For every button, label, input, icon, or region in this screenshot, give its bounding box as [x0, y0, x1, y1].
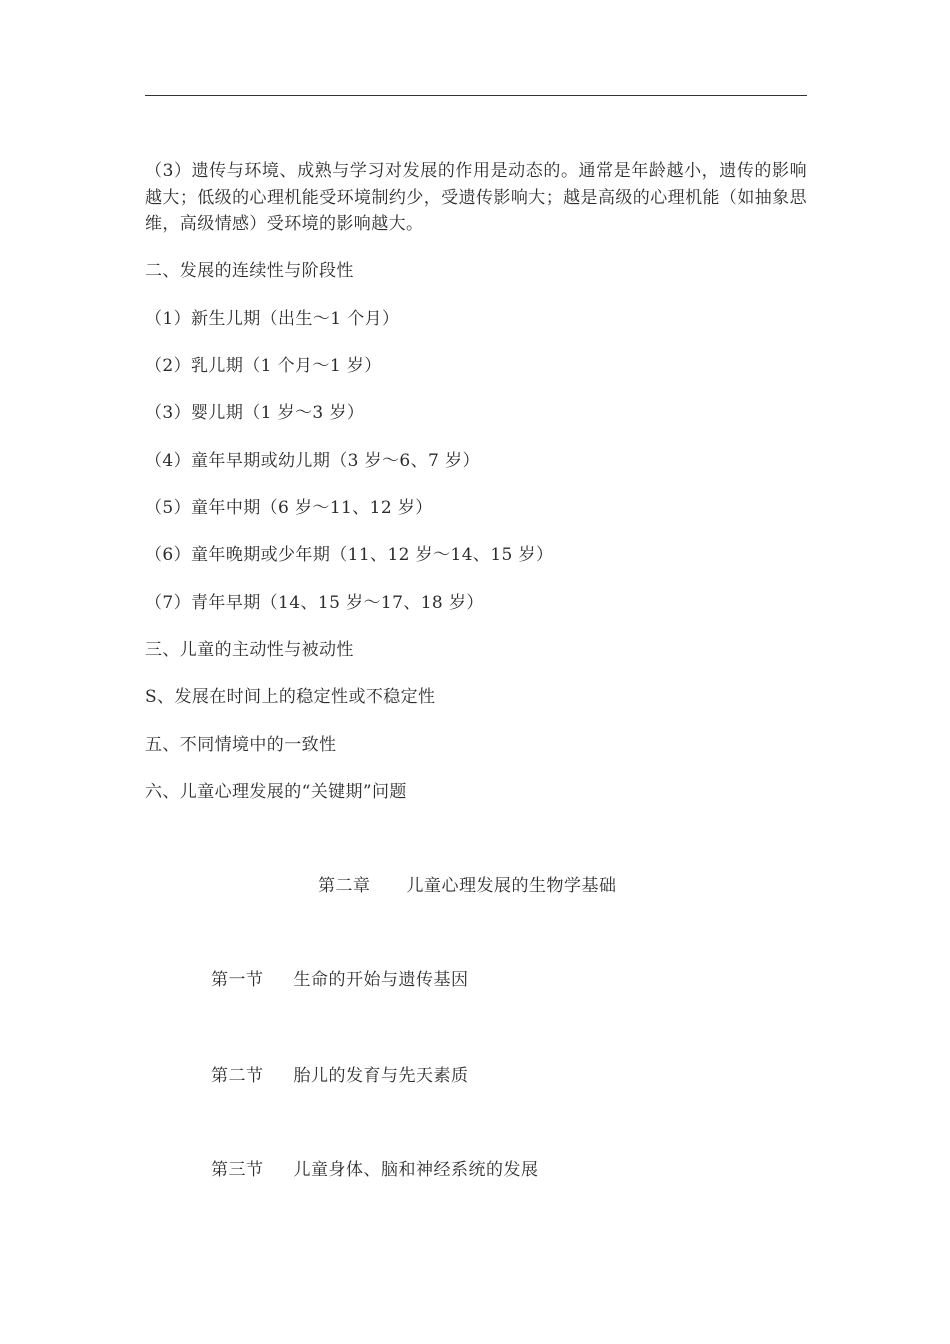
header-rule — [145, 95, 807, 96]
period-item-4: （4）童年早期或幼儿期（3 岁～6、7 岁） — [145, 451, 480, 471]
section-heading-2 — [211, 1064, 469, 1088]
heading-stability: S、发展在时间上的稳定性或不稳定性 — [145, 687, 436, 707]
heading-critical-period: 六、儿童心理发展的“关键期”问题 — [145, 782, 407, 802]
heading-continuity-stages: 二、发展的连续性与阶段性 — [145, 261, 354, 281]
paragraph-genetics-environment: （3）遗传与环境、成熟与学习对发展的作用是动态的。通常是年龄越小，遗传的影响越大；低级的心理机能受环境制约少，受遗传影响大；越是高级的心理机能（如抽象思维，高级情感）受环境的影响越大。 — [145, 161, 807, 234]
heading-consistency: 五、不同情境中的一致性 — [145, 735, 337, 755]
period-item-6: （6）童年晚期或少年期（11、12 岁～14、15 岁） — [145, 545, 554, 565]
period-item-2: （2）乳儿期（1 个月～1 岁） — [145, 356, 382, 376]
section-title: 儿童身体、脑和神经系统的发展 — [293, 1160, 539, 1180]
section-number: 第三节 — [211, 1160, 264, 1180]
section-heading-1 — [211, 968, 469, 992]
section-heading-3 — [211, 1158, 539, 1182]
period-item-1: （1）新生儿期（出生～1 个月） — [145, 309, 400, 329]
section-title: 生命的开始与遗传基因 — [293, 970, 469, 990]
chapter-title: 儿童心理发展的生物学基础 — [406, 876, 617, 896]
period-item-7: （7）青年早期（14、15 岁～17、18 岁） — [145, 593, 484, 613]
period-item-3: （3）婴儿期（1 岁～3 岁） — [145, 403, 365, 423]
section-number: 第一节 — [211, 970, 264, 990]
heading-activity-passivity: 三、儿童的主动性与被动性 — [145, 640, 354, 660]
section-number: 第二节 — [211, 1066, 264, 1086]
chapter-heading — [318, 874, 617, 898]
section-title: 胎儿的发育与先天素质 — [293, 1066, 469, 1086]
chapter-number: 第二章 — [318, 876, 371, 896]
period-item-5: （5）童年中期（6 岁～11、12 岁） — [145, 498, 433, 518]
